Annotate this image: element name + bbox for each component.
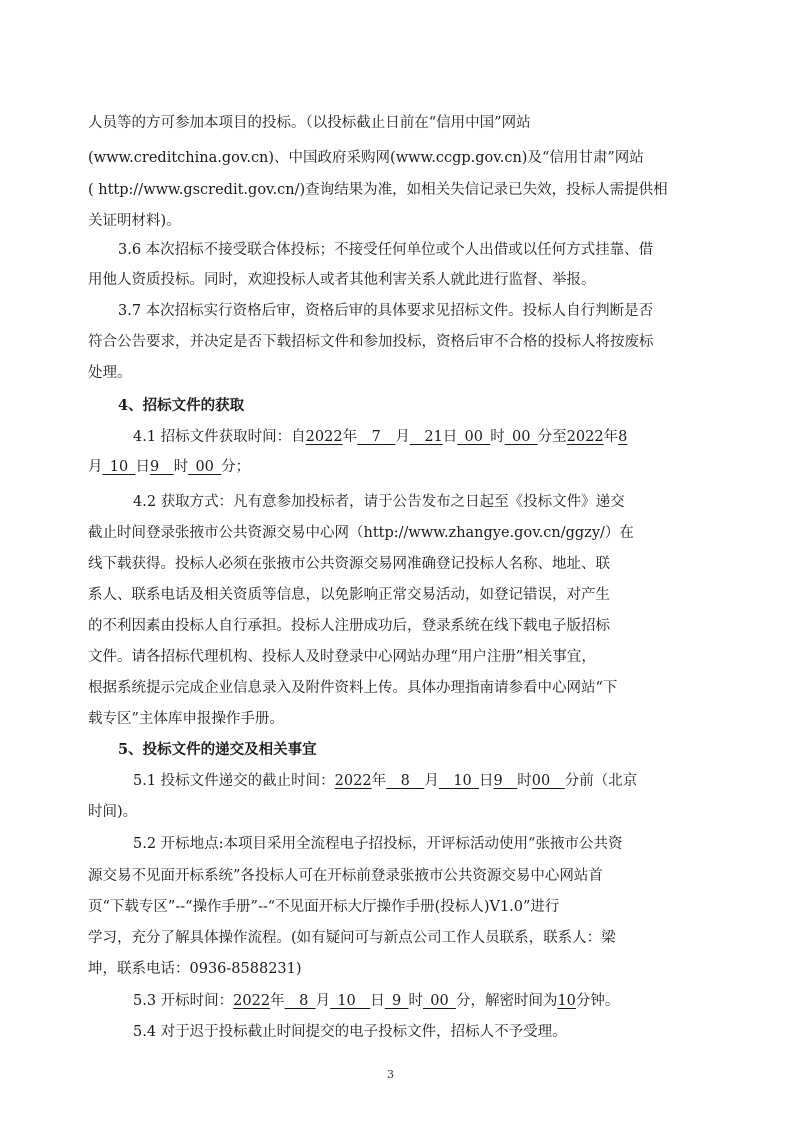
page-number: 3 [387, 1068, 394, 1081]
text-line: 用他人资质投标。同时，欢迎投标人或者其他利害关系人就此进行监督、举报。 [88, 272, 596, 288]
section-heading-4: 4、招标文件的获取 [118, 397, 245, 414]
text-line: 截止时间登录张掖市公共资源交易中心网（http://www.zhangye.gov.cn/ggzy/）在 [88, 525, 634, 541]
clause-4-2: 4.2 获取方式：凡有意参加投标者，请于公告发布之日起至《投标文件》递交 [133, 494, 625, 510]
clause-5-3: 5.3 开标时间：2022年 8 月 10 日 9 时 00 分，解密时间为10分钟。 [133, 993, 620, 1009]
text-line: 关证明材料)。 [88, 213, 181, 229]
text-line: 文件。请各招标代理机构、投标人及时登录中心网站办理“用户注册”相关事宜， [88, 649, 596, 665]
text-line: 页“下载专区”--“操作手册”--“不见面开标大厅操作手册(投标人)V1.0”进行 [88, 899, 560, 915]
text-line: 学习，充分了解具体操作流程。(如有疑问可与新点公司工作人员联系，联系人：梁 [88, 930, 616, 946]
text-line: (www.creditchina.gov.cn)、中国政府采购网(www.ccgp.gov.cn)及“信用甘肃”网站 [88, 150, 644, 166]
clause-4-1: 4.1 招标文件获取时间：自2022年 7 月 21日 00 时 00 分至2022年8 [133, 429, 628, 445]
text-line: 源交易不见面开标系统”各投标人可在开标前登录张掖市公共资源交易中心网站首 [88, 868, 603, 884]
text-line: 系人、联系电话及相关资质等信息，以免影响正常交易活动，如登记错误，对产生 [88, 587, 610, 603]
text-line: 人员等的方可参加本项目的投标。（以投标截止日前在“信用中国”网站 [88, 115, 531, 131]
text-line: 载专区”主体库申报操作手册。 [88, 711, 284, 727]
clause-5-2: 5.2 开标地点:本项目采用全流程电子招投标，开评标活动使用“张掖市公共资 [133, 836, 623, 852]
section-heading-5: 5、投标文件的递交及相关事宜 [118, 741, 317, 758]
clause-3-6: 3.6 本次招标不接受联合体投标；不接受任何单位或个人出借或以任何方式挂靠、借 [118, 242, 654, 258]
text-line: 符合公告要求，并决定是否下载招标文件和参加投标，资格后审不合格的投标人将按废标 [88, 334, 654, 350]
text-line: 根据系统提示完成企业信息录入及附件资料上传。具体办理指南请参看中心网站“下 [88, 680, 618, 696]
clause-3-7: 3.7 本次招标实行资格后审，资格后审的具体要求见招标文件。投标人自行判断是否 [118, 303, 654, 319]
text-line: 线下载获得。投标人必须在张掖市公共资源交易网准确登记投标人名称、地址、联 [88, 556, 610, 572]
clause-5-4: 5.4 对于迟于投标截止时间提交的电子投标文件，招标人不予受理。 [133, 1024, 567, 1040]
text-line: ( http://www.gscredit.gov.cn/)查询结果为准，如相关失信记录已失效，投标人需提供相 [88, 182, 668, 198]
clause-5-1: 5.1 投标文件递交的截止时间：2022年 8 月 10 日9 时00 分前（北京 [133, 773, 638, 789]
text-line: 月 10 日9 时 00 分； [88, 459, 251, 475]
text-line: 坤，联系电话：0936-8588231) [88, 961, 302, 977]
text-line: 处理。 [88, 365, 132, 381]
text-line: 时间)。 [88, 804, 138, 820]
text-line: 的不利因素由投标人自行承担。投标人注册成功后，登录系统在线下载电子版招标 [88, 618, 610, 634]
